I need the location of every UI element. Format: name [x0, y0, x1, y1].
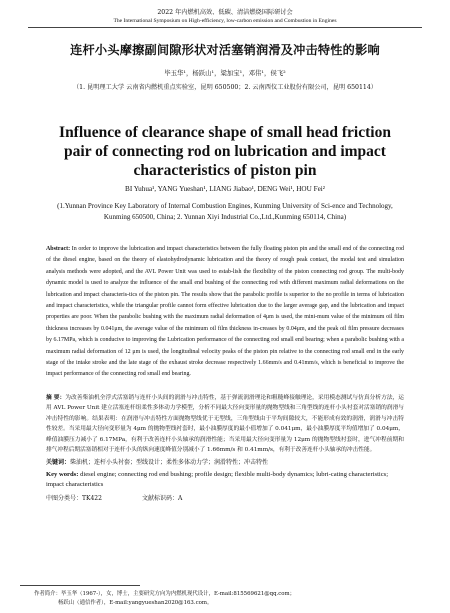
authors-en: BI Yuhua¹, YANG Yueshan¹, LIANG Jiabao¹, DENG Wei¹, HOU Fei² — [125, 185, 325, 193]
document-code: 文献标识码：A — [141, 494, 183, 502]
keywords-cn — [46, 458, 404, 468]
paper-title-cn: 连杆小头摩擦副间隙形状对活塞销润滑及冲击特性的影响 — [70, 43, 380, 57]
abstract-en-label: Abstract: — [46, 246, 71, 252]
header-rule — [28, 27, 422, 28]
keywords-en-text: diesel engine; connecting rod end bushing; profile design; flexible multi-body dynamics; lubri-cating characteristics; impact characteristics — [46, 470, 389, 488]
abstract-cn — [46, 393, 404, 456]
abstract-cn-label: 摘 要： — [46, 394, 66, 401]
author-footnote — [34, 590, 434, 608]
clc-number: 中图分类号：TK422 — [46, 494, 102, 502]
conference-header — [0, 0, 450, 25]
footnote-rule — [20, 585, 140, 586]
paper-title-en: Influence of clearance shape of small head friction pair of connecting rod on lubrication and impact characteristics of piston pin — [59, 124, 391, 179]
affiliation-cn: （1. 昆明理工大学 云南省内燃机重点实验室，昆明 650500；2. 云南西仪工业股份有限公司，昆明 650114） — [72, 84, 377, 91]
keywords-cn-text: 柴油机；连杆小头衬套；型线设计；柔性多体动力学；润滑特性；冲击特性 — [70, 458, 269, 466]
classification-line — [46, 493, 404, 502]
conference-name-en: The International Symposium on High-efficiency, low-carbon emission and Combustion in Engines — [113, 18, 337, 24]
footnote-line-2: 杨跃山（通信作者），E-mail:yangyueshan2020@163.com。 — [58, 600, 213, 606]
keywords-cn-label: 关键词： — [46, 458, 71, 466]
keywords-en-label: Key words: — [46, 470, 79, 478]
abstract-en-text: In order to improve the lubrication and impact characteristics between the fully floating piston pin and the small end of the connecting rod of the diesel engine, based on the theory of elastohydrodynamic lubrication and the theory of rough peak contact, the modal test and simulation analysis methods were adopted, and the AVL Power Unit was used to estab-lish the flexibility of the piston connecting rod group. The multi-body dynamic model is used to analyze the influence of the small end bushing of the connecting rod with different maximum radial deformations on the lubrication and impact characteris-tics of the piston pin. The results show that the parabolic profile is superior to the no profile in terms of lubrication and impact characteristics, while the triangular profile cannot form effective lubrication due to the larger average gap, and the lubrication and impact properties are poor. When the parabolic bushing with the maximum radial deformation of 4μm is used, the mini-mum value of the minimum oil film thickness increases by 0.041μm, the average value of the minimum oil film thickness in-creases by 0.04μm, and the peak oil film pressure decreases by 6.17MPa, which is conducive to improving the Lubrication performance of the connecting rod small end bearing; when a parabolic bushing with a maximum radial deformation of 12 μm is used, the longitudinal velocity peaks of the piston pin relative to the connecting rod small end in the early stage of the intake stroke and the late stage of the exhaust stroke decrease respectively 1.66mm/s and 0.41mm/s, which is beneficial to improve the impact performance of the connecting rod small end bearing. — [46, 246, 405, 378]
keywords-en — [46, 470, 404, 490]
authors-cn: 毕玉华¹，杨跃山¹，粱加宝¹，邓伟¹，侯飞² — [164, 69, 286, 77]
abstract-en — [46, 244, 404, 381]
abstract-cn-text: 为改善柴油机全浮式活塞销与连杆小头间的润滑与冲击特性，基于弹流润滑理论和粗糙峰接触理论，采用模态测试与仿真分析方法，运用 AVL Power Unit 建立活塞连杆组柔性多体动力学模型，分析不同最大径向变形量的抛物型线和三角型线的连杆小头衬套对活塞销的润滑与冲击特性的影响。结果表明：在润滑与冲击特性方面抛物型线优于无型线，三角型线由于平均间隙较大，不能形成有效的润滑，润滑与冲击特性较差。当采用最大径向变形量为 4μm 的抛物型线衬套时，最小油膜厚度的最小值增加了 0.041μm，最小油膜厚度平均值增加了 0.04μm，峰值油膜压力减小了 6.17MPa，有利于改善连杆小头轴承的润滑性能；当采用最大径向变形量为 12μm 的抛物型线衬套时，进气冲程前期和排气冲程后期活塞销相对于连杆小头的纵向速度峰值分别减小了 1.66mm/s 和 0.41mm/s，有利于改善连杆小头轴承的冲击性能。 — [46, 394, 404, 454]
conference-name-cn: 2022 年内燃机高效、低碳、清洁燃烧国际研讨会 — [157, 9, 293, 16]
footnote-line-1: 作者简介：毕玉华（1967-），女，博士，主要研究方向为内燃机现代设计，E-mail:815569621@qq.com； — [34, 591, 296, 597]
affiliation-en: (1.Yunnan Province Key Laboratory of Internal Combustion Engines, Kunming University of Sci-ence and Technology, Kunming 650500, China; 2. Yunnan Xiyi Industrial Co.,Ltd.,Kunming 650114, China) — [57, 202, 393, 221]
